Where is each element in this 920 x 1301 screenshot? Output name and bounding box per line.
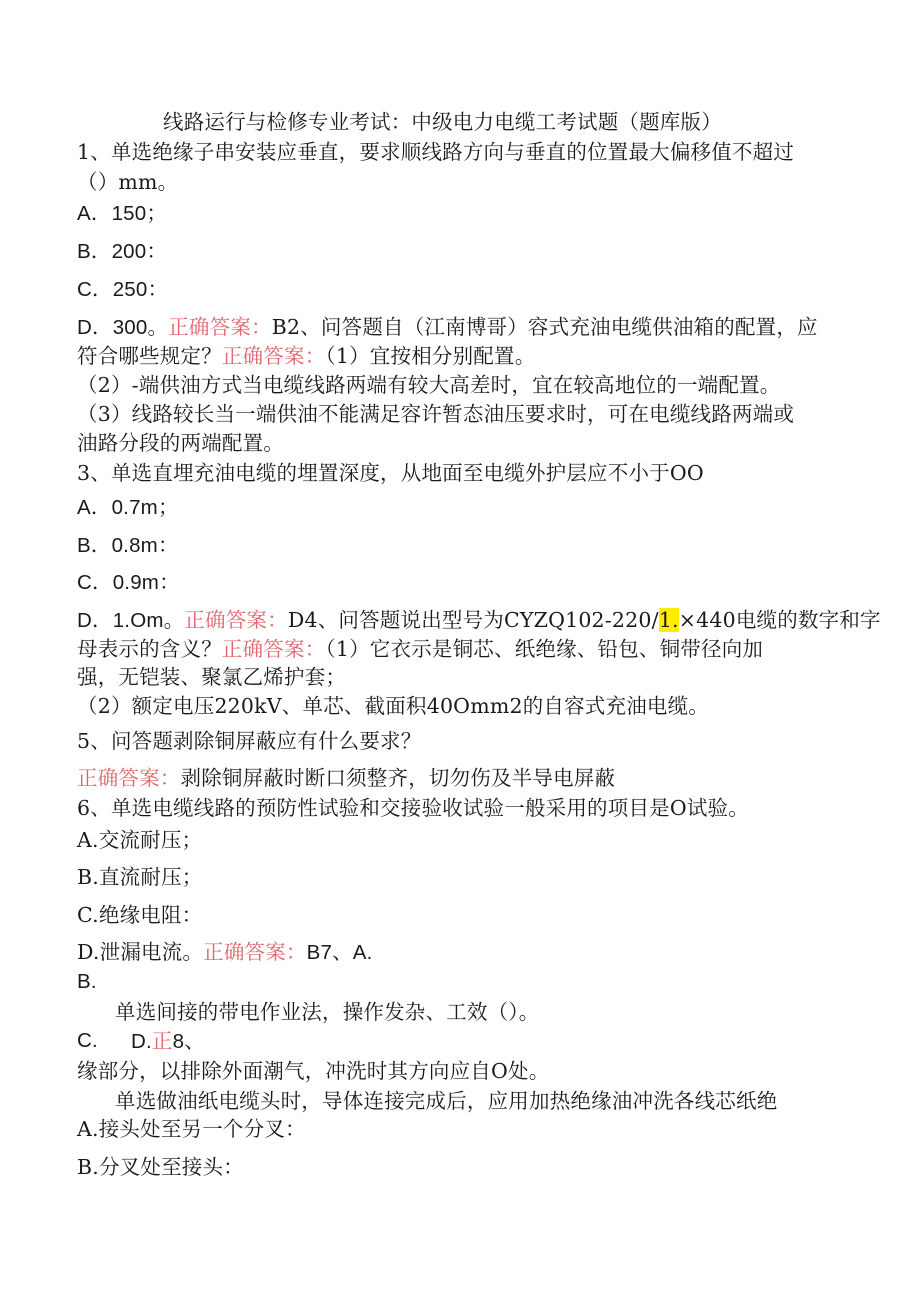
question-1-option-d: D．300。 xyxy=(77,316,169,339)
question-1-option-c: C．250： xyxy=(77,278,169,301)
question-5-stem: 5、问答题剥除铜屏蔽应有什么要求？ xyxy=(77,729,422,753)
question-6-option-a: A.交流耐压； xyxy=(77,828,203,852)
question-6-stem: 6、单选电缆线路的预防性试验和交接验收试验一般采用的项目是O试验。 xyxy=(77,796,749,820)
answer-label: 正确答案： xyxy=(168,315,272,339)
answer-label: 正确答案： xyxy=(221,344,326,368)
question-4-answer: （1）它衣示是铜芯、纸绝缘、铅包、铜带径向加 xyxy=(325,637,764,661)
question-3-option-b: B．0.8m： xyxy=(77,534,179,557)
question-5-answer: 剥除铜屏蔽时断口须整齐，切勿伤及半导电屏蔽 xyxy=(180,766,616,790)
question-8-stem: 单选做油纸电缆头时，导体连接完成后，应用加热绝缘油冲洗各线芯纸绝 xyxy=(115,1089,778,1113)
question-7-fragment: B7、A. xyxy=(306,941,373,964)
question-1-option-d-line xyxy=(77,313,818,342)
question-7-option-d-line xyxy=(131,1027,205,1056)
question-3-option-d: D．1.Om。 xyxy=(77,609,185,632)
question-1-option-b: B．200： xyxy=(77,240,168,263)
question-4-line xyxy=(77,635,763,663)
answer-label: 正确答案： xyxy=(221,637,326,661)
answer-label-fragment: 正 xyxy=(151,1029,173,1053)
question-3-stem: 3、单选直埋充油电缆的埋置深度，从地面至电缆外护层应不小于OO xyxy=(77,461,704,485)
question-8-number: 8、 xyxy=(172,1030,205,1053)
question-2-stem: B2、问答题自（江南博哥）容式充油电缆供油箱的配置，应 xyxy=(271,315,818,339)
question-4-stem-cont: 母表示的含义？ xyxy=(77,637,222,661)
question-4-answer-line: 强，无铠装、聚氯乙烯护套； xyxy=(77,665,347,689)
question-1-stem-cont: （）mm。 xyxy=(77,170,179,194)
page-title: 线路运行与检修专业考试：中级电力电缆工考试题（题库版） xyxy=(163,110,722,134)
question-4-stem-tail: ×440电缆的数字和字 xyxy=(678,608,881,632)
answer-label: 正确答案： xyxy=(184,608,288,632)
answer-label: 正确答案： xyxy=(77,766,181,790)
question-6-option-b: B.直流耐压； xyxy=(77,865,203,889)
question-6-option-c: C.绝缘电阻： xyxy=(77,903,203,927)
question-1-stem: 1、单选绝缘子串安装应垂直，要求顺线路方向与垂直的位置最大偏移值不超过 xyxy=(77,140,795,164)
question-1-option-a: A．150； xyxy=(77,202,168,225)
question-3-option-d-line xyxy=(77,606,881,635)
question-7-option-d: D. xyxy=(131,1030,152,1053)
question-6-option-d: D.泄漏电流。 xyxy=(77,940,204,964)
question-4-stem: D4、问答题说出型号为CYZQ102-220/ xyxy=(287,608,659,632)
question-3-option-c: C．0.9m： xyxy=(77,571,180,594)
question-8-stem-cont: 缘部分，以排除外面潮气，冲洗时其方向应自O处。 xyxy=(77,1059,550,1083)
answer-label: 正确答案： xyxy=(203,940,307,964)
question-2-answer-line: （3）线路较长当一端供油不能满足容许暂态油压要求时，可在电缆线路两端或 xyxy=(77,402,795,426)
question-4-answer-line: （2）额定电压220kV、单芯、截面积40Omm2的自容式充油电缆。 xyxy=(77,694,710,718)
question-7-stem: 单选间接的带电作业法，操作发杂、工效（）。 xyxy=(115,1000,540,1024)
highlighted-text: 1. xyxy=(658,608,679,632)
question-8-option-b: B.分叉处至接头： xyxy=(77,1155,244,1179)
question-2-answer: （1）宜按相分别配置。 xyxy=(325,344,536,368)
question-2-line xyxy=(77,342,535,370)
question-5-answer-line xyxy=(77,764,615,792)
question-2-answer-line: 油路分段的两端配置。 xyxy=(77,431,284,455)
question-2-answer-line: （2）-端供油方式当电缆线路两端有较大高差时，宜在较高地位的一端配置。 xyxy=(77,373,781,397)
question-3-option-a: A．0.7m； xyxy=(77,496,179,519)
question-7-option-b: B. xyxy=(77,970,97,993)
question-2-stem-cont: 符合哪些规定？ xyxy=(77,344,222,368)
question-8-option-a: A.接头处至另一个分叉： xyxy=(77,1117,306,1141)
question-6-option-d-line xyxy=(77,938,373,967)
question-7-option-c: C. xyxy=(77,1029,98,1052)
